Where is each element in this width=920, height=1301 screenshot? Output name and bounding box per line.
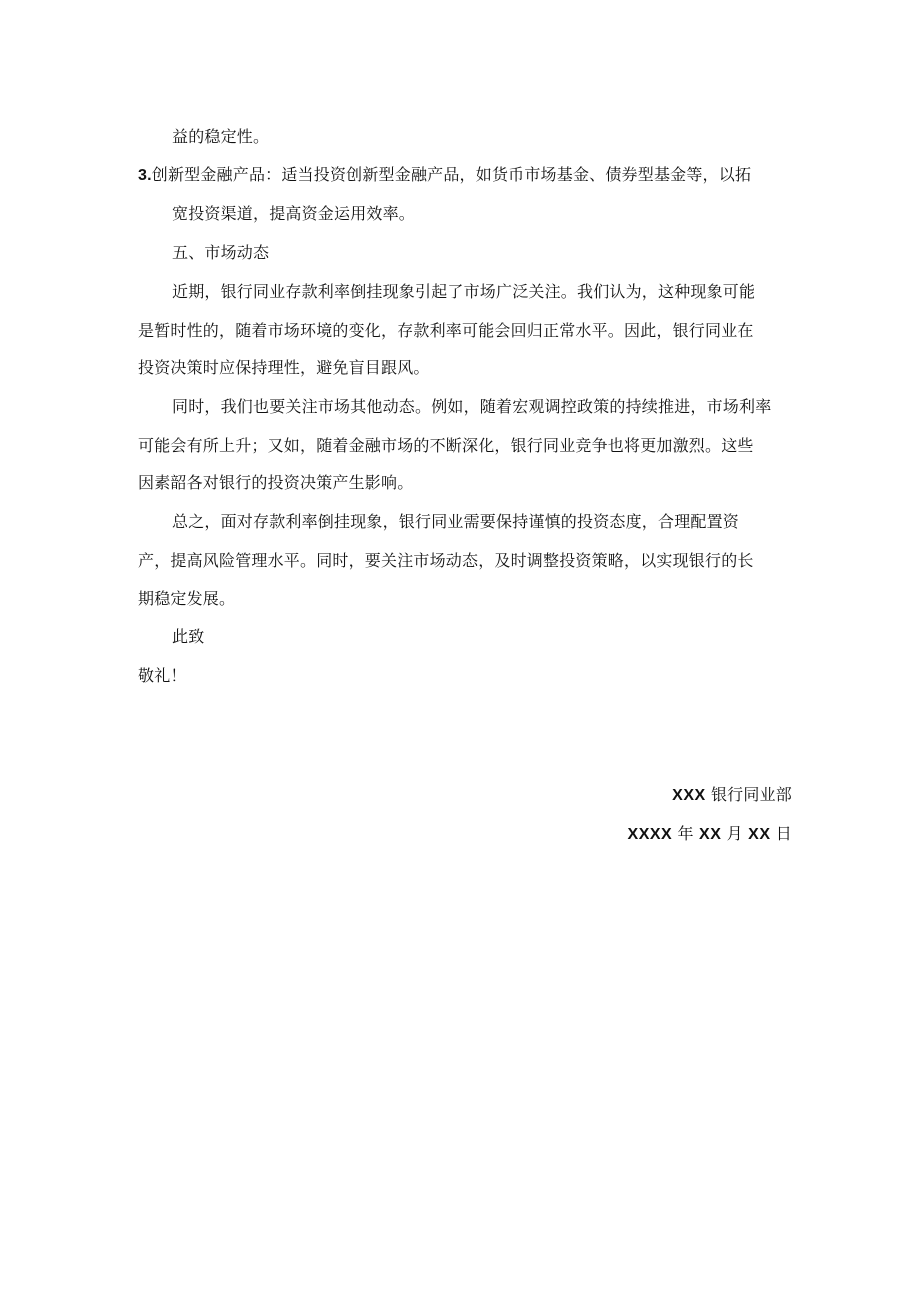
paragraph-1-line-3: 投资决策时应保持理性，避免盲目跟风。 [138, 358, 430, 377]
signature-date [628, 823, 792, 846]
conclusion-line-1: 总之，面对存款利率倒挂现象，银行同业需要保持谨慎的投资态度，合理配置资 [172, 512, 740, 531]
date-day-char: 日 [775, 824, 792, 843]
paragraph-2-line-3: 因素韶各对银行的投资决策产生影响。 [138, 473, 414, 492]
paragraph-2-line-1: 同时，我们也要关注市场其他动态。例如，随着宏观调控政策的持续推进，市场利率 [172, 397, 772, 416]
item-3-text: 创新型金融产品：适当投资创新型金融产品，如货币市场基金、债券型基金等，以拓 [151, 165, 752, 184]
section-heading: 五、市场动态 [172, 243, 270, 262]
signature-org-prefix: XXX [672, 787, 706, 804]
conclusion-line-3: 期稳定发展。 [138, 589, 236, 608]
date-day: XX [748, 826, 771, 843]
closing-salutation: 此致 [172, 627, 205, 646]
closing-respect: 敬礼！ [138, 666, 187, 685]
item-3-number: 3. [138, 167, 152, 184]
paragraph-2-line-2: 可能会有所上升；又如，随着金融市场的不断深化，银行同业竞争也将更加激烈。这些 [138, 436, 754, 455]
date-year-char: 年 [677, 824, 694, 843]
date-year: XXXX [627, 826, 673, 843]
date-month: XX [699, 826, 722, 843]
signature-organization [672, 784, 792, 807]
signature-org-name: 银行同业部 [710, 785, 792, 804]
paragraph-1-line-2: 是暂时性的，随着市场环境的变化，存款利率可能会回归正常水平。因此，银行同业在 [138, 321, 754, 340]
paragraph-1-line-1: 近期，银行同业存款利率倒挂现象引起了市场广泛关注。我们认为，这种现象可能 [172, 282, 756, 301]
item-3-line-2: 宽投资渠道，提高资金运用效率。 [172, 204, 416, 223]
continuation-line: 益的稳定性。 [172, 127, 270, 146]
conclusion-line-2: 产，提高风险管理水平。同时，要关注市场动态，及时调整投资策略，以实现银行的长 [138, 551, 754, 570]
item-3-line-1 [138, 164, 751, 187]
date-month-char: 月 [726, 824, 743, 843]
